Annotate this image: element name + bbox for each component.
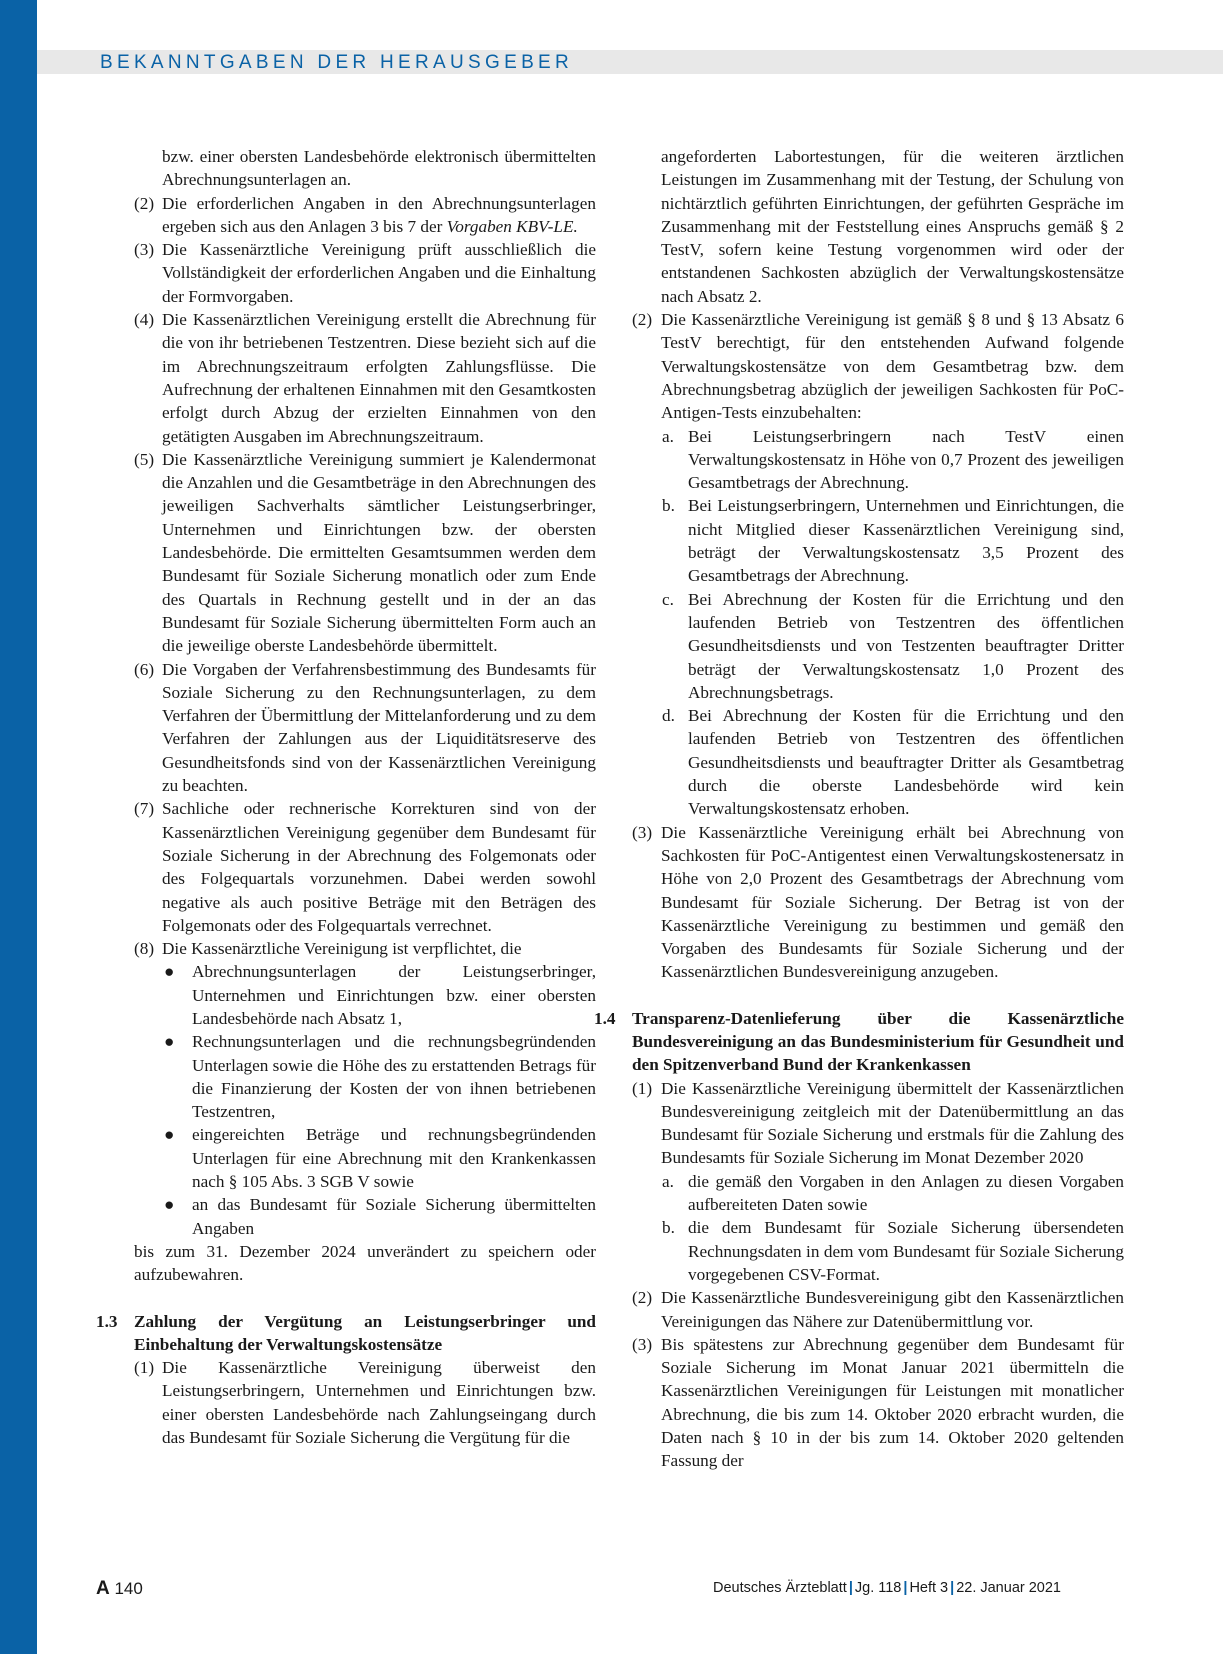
- bullet-icon: ●: [164, 1125, 175, 1145]
- footer-separator: |: [903, 1580, 908, 1596]
- list-item: [96, 1123, 596, 1193]
- paragraph-number: (4): [134, 310, 155, 330]
- paragraph-text: Die Kassenärztliche Bundesvereinigung gibt den Kassenärztlichen Vereinigungen das Nähere zur Datenübermittlung vor.: [661, 1288, 1124, 1331]
- list-item-text: an das Bundesamt für Soziale Sicherung übermittelten Angaben: [192, 1195, 596, 1238]
- paragraph-6: [96, 658, 596, 798]
- section-1-4-paragraph-1: [632, 1077, 1124, 1170]
- footer-separator: |: [848, 1580, 853, 1596]
- paragraph-number: (7): [134, 799, 155, 819]
- paragraph-3: [96, 238, 596, 308]
- paragraph-5: [96, 448, 596, 658]
- paragraph-text: Die Kassenärztliche Vereinigung übermittelt der Kassenärztlichen Bundesvereinigung zeitgleich mit der Datenübermittlung an das Bundesamt für Soziale Sicherung und erstmals für die Zahlung des Bundesamts für Soziale Sicherung im Monat Dezember 2020: [661, 1078, 1124, 1168]
- paragraph-number: (3): [632, 1334, 653, 1354]
- bullet-icon: ●: [164, 1032, 175, 1052]
- list-item-text: Bei Leistungserbringern nach TestV einen Verwaltungskostensatz in Höhe von 0,7 Prozent des jeweiligen Gesamtbetrags der Abrechnung.: [688, 426, 1124, 493]
- section-title: Transparenz-Datenlieferung über die Kassenärztliche Bundesvereinigung an das Bundesministerium für Gesundheit und den Spitzenverband Bund der Krankenkassen: [632, 1008, 1124, 1075]
- page-number: [96, 1578, 143, 1600]
- list-item: [632, 1170, 1124, 1217]
- paragraph-3: [632, 821, 1124, 984]
- paragraph-number: (6): [134, 659, 155, 679]
- paragraph-text: Die Kassenärztliche Vereinigung summiert je Kalendermonat die Anzahlen und die Gesamtbeträge in den Abrechnungen des jeweiligen Sachverhalts sämtlicher Leistungserbringer, Unternehmen und Einrichtungen bzw. der obersten Landesbehörde. Die ermittelten Gesamtsummen werden dem Bundesamt für Soziale Sicherung monatlich oder zum Ende des Quartals in Rechnung gestellt und in der an das Bundesamt für Soziale Sicherung übermittelten Form auch an die jeweilige oberste Landesbehörde übermittelt.: [162, 449, 596, 656]
- list-item-text: Bei Abrechnung der Kosten für die Errichtung und den laufenden Betrieb von Testzentren des öffentlichen Gesundheitsdiensts und von Testzenten beauftragter Dritter beträgt der Verwaltungskostensatz 1,0 Prozent des Abrechnungsbetrags.: [688, 589, 1124, 702]
- list-item-text: die gemäß den Vorgaben in den Anlagen zu diesen Vorgaben aufbereiteten Daten sowie: [688, 1171, 1124, 1215]
- paragraph-text: Bis spätestens zur Abrechnung gegenüber dem Bundesamt für Soziale Sicherung im Monat Januar 2021 übermitteln die Kassenärztlichen Vereinigungen für Leistungen mit monatlicher Abrechnung, die bis zum 14. Oktober 2020 erbracht wurden, die Daten nach § 10 in der bis zum 14. Oktober 2020 geltenden Fassung der: [661, 1334, 1124, 1471]
- section-number: 1.3: [96, 1311, 118, 1331]
- left-column: [96, 145, 596, 1449]
- footer-separator: |: [950, 1580, 955, 1596]
- section-header: BEKANNTGABEN DER HERAUSGEBER: [100, 52, 574, 73]
- journal-issue: Heft 3: [909, 1580, 949, 1596]
- paragraph-2: [96, 192, 596, 239]
- paragraph-text: Die Kassenärztlichen Vereinigung erstellt die Abrechnung für die von ihr betriebenen Testzentren. Diese bezieht sich auf die im Abrechnungszeitraum erfolgten Zahlungsflüsse. Die Aufrechnung der erhaltenen Einnahmen mit den Gesamtkosten erfolgt durch Abzug der erzielten Einnahmen von den getätigten Ausgaben im Abrechnungszeitraum.: [162, 310, 596, 446]
- paragraph-number: (3): [134, 240, 155, 260]
- right-column: [594, 145, 1124, 1473]
- paragraph-number: (5): [134, 449, 155, 469]
- paragraph-number: (1): [134, 1358, 155, 1378]
- journal-name: Deutsches Ärzteblatt: [713, 1580, 847, 1596]
- list-item: [632, 494, 1124, 587]
- section-1-3-paragraph-1: [96, 1356, 596, 1449]
- list-item-text: eingereichten Beträge und rechnungsbegründenden Unterlagen für eine Abrechnung mit den Krankenkassen nach § 105 Abs. 3 SGB V sowie: [192, 1125, 596, 1192]
- paragraph-text: Die Vorgaben der Verfahrensbestimmung des Bundesamts für Soziale Sicherung zu den Rechnungsunterlagen, zu dem Verfahren der Übermittlung der Mittelanforderung und zu dem Verfahren der Zahlungen aus der Liquiditätsreserve des Gesundheitsfonds sind von der Kassenärztlichen Vereinigung zu beachten.: [162, 659, 596, 796]
- section-1-4-paragraph-3: [632, 1333, 1124, 1473]
- paragraph-text: Die erforderlichen Angaben in den Abrechnungsunterlagen ergeben sich aus den Anlagen 3 bis 7 der: [162, 193, 596, 236]
- paragraph-continuation: angeforderten Labortestungen, für die weiteren ärztlichen Leistungen im Zusammenhang mit der Testung, der Schulung von nichtärztlich geführten Einrichtungen, der geführten Gespräche im Zusammenhang mit der Feststellung eines Anspruchs gemäß § 2 TestV, sofern keine Testung vorgenommen wird oder der entstandenen Sachkosten abzüglich der Verwaltungskostensätze nach Absatz 2.: [661, 147, 1124, 306]
- paragraph-text: Die Kassenärztliche Vereinigung erhält bei Abrechnung von Sachkosten für PoC-Antigentest einen Verwaltungskostenersatz in Höhe von 2,0 Prozent des Gesamtbetrags der Abrechnung vom Bundesamt für Soziale Sicherung. Der Betrag ist von der Kassenärztliche Vereinigung zu bestimmen und gemäß den Vorgaben des Bundesamts für Soziale Sicherung und der Kassenärztlichen Bundesvereinigung anzugeben.: [661, 822, 1124, 982]
- paragraph-number: (8): [134, 939, 155, 959]
- list-item: [632, 1216, 1124, 1286]
- paragraph-text: Die Kassenärztliche Vereinigung ist gemäß § 8 und § 13 Absatz 6 TestV berechtigt, für den entstehenden Aufwand folgende Verwaltungskostensätze von dem Gesamtbetrag bzw. dem Abrechnungsbetrag abzüglich der jeweiligen Sachkosten für PoC-Antigen-Tests einzubehalten:: [661, 310, 1124, 423]
- section-title: Zahlung der Vergütung an Leistungserbringer und Einbehaltung der Verwaltungskostensätze: [134, 1311, 596, 1354]
- paragraph-2: [632, 308, 1124, 424]
- bullet-icon: ●: [164, 1195, 175, 1215]
- paragraph-text: Sachliche oder rechnerische Korrekturen sind von der Kassenärztlichen Vereinigung gegenüber dem Bundesamt für Soziale Sicherung in der Abrechnung des Folgemonats oder des Folgequartals vorzunehmen. Dabei werden sowohl negative als auch positive Beträge mit den Beträgen des Folgemonats oder des Folgequartals verrechnet.: [162, 799, 596, 935]
- paragraph-italic: Vorgaben KBV-LE.: [446, 216, 578, 236]
- paragraph-8: [96, 937, 596, 960]
- list-item-text: Bei Abrechnung der Kosten für die Errichtung und den laufenden Betrieb von Testzentren des öffentlichen Gesundheitsdiensts und beauftragter Dritter als Gesamtbetrag durch die oberste Landesbehörde wird kein Verwaltungskostensatz erhoben.: [688, 706, 1124, 819]
- list-marker: d.: [662, 706, 675, 726]
- page-number-value: 140: [114, 1579, 143, 1598]
- section-number: 1.4: [594, 1008, 616, 1028]
- list-marker: c.: [662, 589, 674, 609]
- paragraph-text: Die Kassenärztliche Vereinigung überweist den Leistungserbringern, Unternehmen und Einrichtungen bzw. einer obersten Landesbehörde nach Zahlungseingang durch das Bundesamt für Soziale Sicherung die Vergütung für die: [162, 1358, 596, 1448]
- journal-footer: [713, 1580, 1061, 1596]
- paragraph-7: [96, 797, 596, 937]
- journal-date: 22. Januar 2021: [956, 1580, 1061, 1596]
- list-item: [632, 588, 1124, 704]
- journal-volume: Jg. 118: [854, 1580, 902, 1596]
- section-heading-1-4: [594, 1007, 1124, 1077]
- list-item: [96, 1193, 596, 1240]
- list-item-text: Rechnungsunterlagen und die rechnungsbegründenden Unterlagen sowie die Höhe des zu erstattenden Betrags für die Finanzierung der Kosten der von ihnen betriebenen Testzentren,: [192, 1032, 596, 1122]
- section-1-4-paragraph-2: [632, 1286, 1124, 1333]
- list-item: [96, 960, 596, 1030]
- sidebar-accent-bar: [0, 0, 37, 1654]
- paragraph-number: (1): [632, 1078, 653, 1098]
- list-marker: b.: [662, 496, 675, 516]
- list-item: [632, 425, 1124, 495]
- paragraph-text: Die Kassenärztliche Vereinigung ist verpflichtet, die: [162, 939, 522, 959]
- paragraph-text: Die Kassenärztliche Vereinigung prüft ausschließlich die Vollständigkeit der erforderlichen Angaben und die Einhaltung der Formvorgaben.: [162, 240, 596, 306]
- paragraph-number: (3): [632, 822, 653, 842]
- bullet-icon: ●: [164, 962, 175, 982]
- page-letter: A: [96, 1578, 110, 1599]
- section-heading-1-3: [96, 1310, 596, 1357]
- list-item-text: Abrechnungsunterlagen der Leistungserbringer, Unternehmen und Einrichtungen bzw. einer obersten Landesbehörde nach Absatz 1,: [192, 962, 596, 1028]
- paragraph-number: (2): [632, 1288, 653, 1308]
- paragraph-8-end: bis zum 31. Dezember 2024 unverändert zu speichern oder aufzubewahren.: [134, 1241, 596, 1285]
- list-marker: a.: [662, 1171, 674, 1191]
- list-item-text: Bei Leistungserbringern, Unternehmen und Einrichtungen, die nicht Mitglied dieser Kassenärztlichen Vereinigung sind, beträgt der Verwaltungskostensatz 3,5 Prozent des Gesamtbetrags der Abrechnung.: [688, 496, 1124, 586]
- paragraph-number: (2): [134, 193, 155, 213]
- list-marker: a.: [662, 426, 674, 446]
- paragraph-number: (2): [632, 310, 653, 330]
- list-item-text: die dem Bundesamt für Soziale Sicherung übersendeten Rechnungsdaten in dem vom Bundesamt für Soziale Sicherung vorgegebenen CSV-Format.: [688, 1218, 1124, 1284]
- list-item: [632, 704, 1124, 820]
- paragraph-4: [96, 308, 596, 448]
- paragraph-continuation: bzw. einer obersten Landesbehörde elektronisch übermittelten Abrechnungsunterlagen an.: [162, 147, 596, 190]
- list-item: [96, 1030, 596, 1123]
- list-marker: b.: [662, 1218, 675, 1238]
